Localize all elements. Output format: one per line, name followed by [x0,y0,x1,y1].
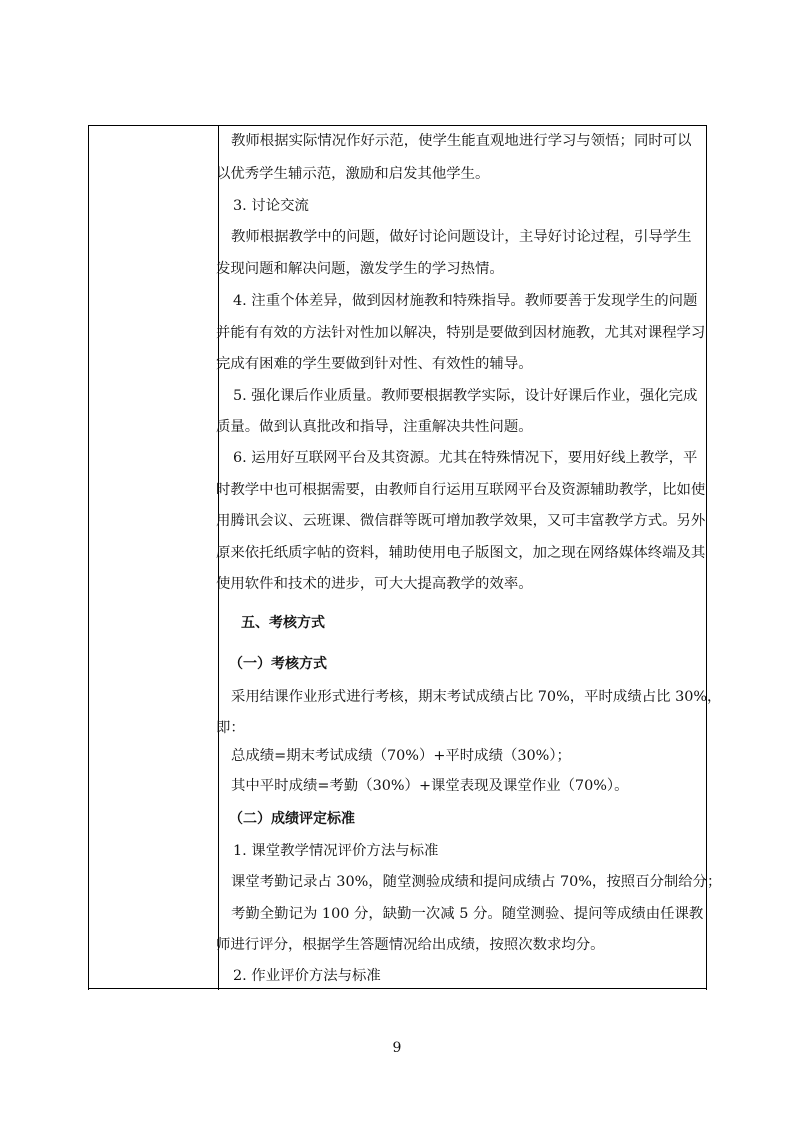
content-table [88,125,722,990]
list-item-title: 2. 作业评价方法与标准 [233,968,381,984]
paragraph-line: 时教学中也可根据需要，由教师自行运用互联网平台及资源辅助教学，比如使 [216,482,706,498]
paragraph-line: 考勤全勤记为 100 分，缺勤一次减 5 分。随堂测验、提问等成绩由任课教 [231,906,704,922]
table-bottom-border [88,988,707,989]
paragraph-line: 教师根据教学中的问题，做好讨论问题设计，主导好讨论过程，引导学生 [231,229,692,245]
paragraph-line: 以优秀学生辅示范，激励和启发其他学生。 [216,166,490,182]
subsection-heading: （二）成绩评定标准 [229,811,355,827]
paragraph-line: 完成有困难的学生要做到针对性、有效性的辅导。 [216,356,533,372]
paragraph-line: 4. 注重个体差异，做到因材施教和特殊指导。教师要善于发现学生的问题 [233,293,698,309]
page-number: 9 [392,1040,402,1056]
list-item-title: 1. 课堂教学情况评价方法与标准 [233,843,439,859]
list-item-title: 3. 讨论交流 [233,198,309,214]
formula-line: 总成绩=期末考试成绩（70%）+平时成绩（30%）； [231,748,571,764]
paragraph-line: 用腾讯会议、云班课、微信群等既可增加教学效果，又可丰富教学方式。另外 [216,513,706,529]
subsection-heading: （一）考核方式 [229,656,327,672]
paragraph-line: 采用结课作业形式进行考核，期末考试成绩占比 70%，平时成绩占比 30%， [231,689,722,705]
paragraph-line: 即： [216,720,245,736]
paragraph-line: 课堂考勤记录占 30%，随堂测验成绩和提问成绩占 70%，按照百分制给分； [231,874,722,890]
paragraph-line: 6. 运用好互联网平台及其资源。尤其在特殊情况下，要用好线上教学，平 [233,450,698,466]
paragraph-line: 发现问题和解决问题，激发学生的学习热情。 [216,261,504,277]
section-heading: 五、考核方式 [241,615,325,631]
paragraph-line: 质量。做到认真批改和指导，注重解决共性问题。 [216,419,533,435]
formula-line: 其中平时成绩=考勤（30%）+课堂表现及课堂作业（70%）。 [231,778,629,794]
paragraph-line: 5. 强化课后作业质量。教师要根据教学实际，设计好课后作业，强化完成 [233,388,698,404]
paragraph-line: 使用软件和技术的进步，可大大提高教学的效率。 [216,576,533,592]
paragraph-line: 教师根据实际情况作好示范，使学生能直观地进行学习与领悟；同时可以 [231,133,692,149]
paragraph-line: 师进行评分，根据学生答题情况给出成绩，按照次数求均分。 [216,937,605,953]
paragraph-line: 并能有有效的方法针对性加以解决，特别是要做到因材施教，尤其对课程学习 [216,325,706,341]
paragraph-line: 原来依托纸质字帖的资料，辅助使用电子版图文，加之现在网络媒体终端及其 [216,545,706,561]
